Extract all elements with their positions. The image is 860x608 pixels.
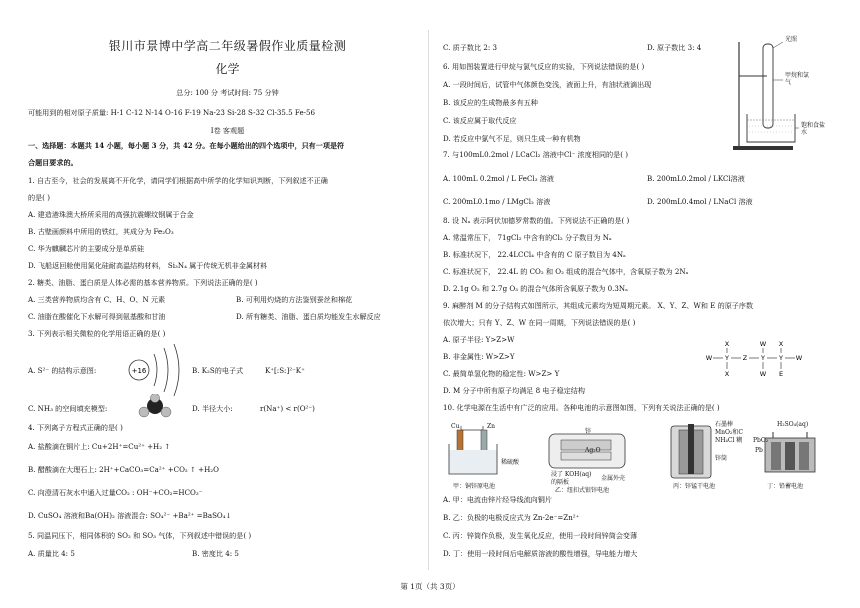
fig-cu-label: Cu bbox=[451, 423, 460, 430]
cu-zn-cell-figure bbox=[449, 426, 497, 474]
q5-stem: 5. 同温同压下，相同体积的 SO₂ 和 SO₃ 气体，下列叙述中错误的是( ) bbox=[28, 531, 252, 540]
nh3-space-filling-model bbox=[138, 394, 172, 418]
q8-option-d: D. 2.1g O₂ 和 2.7g O₃ 的混合气体所含氧原子数为 0.3Nₐ bbox=[443, 284, 628, 293]
fig-pb-h2so4-label: H₂SO₄(aq) bbox=[777, 421, 809, 428]
q6-option-b: B. 该反应的生成物最多有五种 bbox=[443, 98, 538, 107]
q4-option-b: B. 醋酸滴在大理石上: 2H⁺+CaCO₃=Ca²⁺ +CO₂ ↑ +H₂O bbox=[28, 465, 219, 474]
q9-stem: 9. 麻醉剂 M 的分子结构式如图所示，其组成元素均为短周期元素。 X、Y、Z、W和 E 的原子序数 bbox=[443, 301, 754, 310]
fig-graphite-label: 石墨棒 bbox=[715, 421, 734, 428]
svg-text:X: X bbox=[724, 340, 730, 348]
exam-title: 银川市景博中学高二年级暑假作业质量检测 bbox=[108, 39, 347, 53]
q8-stem: 8. 设 Nₐ 表示阿伏加德罗常数的值。下列说法不正确的是( ) bbox=[443, 216, 630, 225]
svg-text:Z: Z bbox=[742, 354, 748, 362]
q6-stem: 6. 用如图装置进行甲烷与氯气反应的实验，下列说法错误的是( ) bbox=[443, 62, 645, 71]
svg-text:Y: Y bbox=[761, 354, 765, 362]
q8-option-b: B. 标准状况下， 22.4LCCl₄ 中含有的 C 原子数目为 4Nₐ bbox=[443, 250, 626, 259]
q4-option-d: D. CuSO₄ 溶液和Ba(OH)₂ 溶液混合: SO₄²⁻ +Ba²⁺ =BaSO₄↓ bbox=[28, 511, 232, 520]
q10-option-d: D. 丁：使用一段时间后电解质溶液的酸性增强，导电能力增大 bbox=[443, 549, 638, 558]
battery-figures bbox=[443, 418, 821, 490]
q1-stem-cont: 的是( ) bbox=[28, 193, 50, 202]
q7-option-a: A. 100mL 0.2mol / L FeCl₃ 溶液 bbox=[443, 174, 554, 183]
svg-text:W: W bbox=[795, 354, 803, 362]
q1-option-c: C. 华为麒麟芯片的主要成分是单质硅 bbox=[28, 244, 145, 253]
exam-meta: 总分: 100 分 考试时间: 75 分钟 bbox=[176, 88, 279, 97]
svg-text:Y: Y bbox=[779, 354, 783, 362]
q7-option-c: C. 200mL0.1mo / LMgCl₂ 溶液 bbox=[443, 197, 551, 206]
part1-heading-cont: 合题目要求的。 bbox=[28, 158, 78, 167]
fig-mno2-label: MnO₂和C bbox=[715, 429, 743, 436]
q3-option-b: B. K₂S的电子式 bbox=[192, 366, 244, 375]
fig-case-label: 金属外壳 bbox=[601, 475, 626, 482]
fig-caption-1: 甲：铜锌原电池 bbox=[453, 483, 496, 490]
q9-option-a: A. 原子半径: Y>Z>W bbox=[443, 335, 515, 344]
fig-nh4cl-label: NH₄Cl 糊 bbox=[715, 437, 743, 444]
q4-stem: 4. 下列离子方程式正确的是( ) bbox=[28, 423, 123, 432]
fig-caption-2: 乙：纽扣式银锌电池 bbox=[555, 487, 610, 494]
q5-option-d: D. 原子数比 3: 4 bbox=[647, 43, 702, 52]
q2-stem: 2. 糖类、油脂、蛋白质是人体必需的基本营养物质。下列说法正确的是( ) bbox=[28, 278, 258, 287]
q10-option-c: C. 丙：锌筒作负极，发生氧化反应，使用一段时间锌筒会变薄 bbox=[443, 531, 638, 540]
molecule-m-structure bbox=[699, 338, 809, 382]
q1-option-a: A. 建造港珠澳大桥所采用的高强抗震螺纹钢属于合金 bbox=[28, 210, 194, 219]
q3-option-c: C. NH₃ 的空间填充模型: bbox=[28, 404, 108, 413]
q6-fig-gas-label: 甲烷和氯气 bbox=[785, 72, 810, 86]
q2-option-b: B. 可利用灼烧的方法鉴别蚕丝和棉花 bbox=[236, 295, 353, 304]
section-title: Ⅰ卷 客观题 bbox=[210, 126, 245, 135]
fig-caption-4: 丁：铅蓄电池 bbox=[767, 483, 804, 490]
page-footer: 第 1页（共 3页） bbox=[400, 582, 460, 591]
q9-option-c: C. 最简单氢化物的稳定性: W>Z> Y bbox=[443, 369, 560, 378]
methane-chlorine-apparatus bbox=[733, 36, 826, 154]
nucleus-label: +16 bbox=[131, 367, 147, 375]
q3-option-b-formula: K⁺[:S:]²⁻K⁺ bbox=[265, 366, 305, 375]
q10-option-b: B. 乙：负极的电极反应式为 Zn-2e⁻=Zn²⁺ bbox=[443, 513, 580, 522]
fig-koh-label: 浸了 KOH(aq) bbox=[551, 471, 592, 478]
svg-text:Y: Y bbox=[725, 354, 729, 362]
svg-text:W: W bbox=[705, 354, 713, 362]
fig-ag2o-label: Ag₂O bbox=[585, 447, 601, 454]
q6-option-c: C. 该反应属于取代反应 bbox=[443, 116, 517, 125]
q9-option-d: D. M 分子中所有原子均满足 8 电子稳定结构 bbox=[443, 386, 585, 395]
q3-option-d: D. 半径大小: bbox=[192, 404, 233, 413]
q8-option-a: A. 常温常压下， 71gCl₂ 中含有的Cl₂ 分子数目为 Nₐ bbox=[443, 233, 612, 242]
fig-h2so4-label: 稀硫酸 bbox=[501, 459, 520, 466]
q2-option-d: D. 所有糖类、油脂、蛋白质均能发生水解反应 bbox=[236, 312, 381, 321]
q7-option-d: D. 200mL0.4mol / LNaCl 溶液 bbox=[647, 197, 753, 206]
q4-option-a: A. 盐酸滴在铜片上: Cu+2H⁺=Cu²⁺ +H₂ ↑ bbox=[28, 442, 171, 451]
q6-option-d: D. 若反应中氯气不足，则只生成一种有机物 bbox=[443, 134, 581, 143]
q8-option-c: C. 标准状况下， 22.4L 的 CO₂ 和 O₂ 组成的混合气体中，含氧原子数为 2Nₐ bbox=[443, 267, 689, 276]
q3-option-a: A. S²⁻ 的结构示意图: bbox=[28, 366, 97, 375]
fig-zinc-label: 锌 bbox=[585, 428, 592, 435]
part1-heading: 一、选择题：本题共 14 小题，每小题 3 分，共 42 分。在每小题给出的四个选项中，只有一项是符 bbox=[28, 141, 345, 150]
q9-option-b: B. 非金属性: W>Z>Y bbox=[443, 352, 515, 361]
atomic-masses: 可能用到的相对原子质量: H-1 C-12 N-14 O-16 F-19 Na-23 Si-28 S-32 Cl-35.5 Fe-56 bbox=[28, 108, 316, 117]
fig-caption-3: 丙：锌锰干电池 bbox=[673, 483, 716, 490]
q6-fig-light-label: 光照 bbox=[785, 36, 798, 43]
q1-option-d: D. 飞船返回舱使用氮化硅耐高温结构材料， Si₃N₄ 属于传统无机非金属材料 bbox=[28, 261, 268, 270]
q10-stem: 10. 化学电源在生活中有广泛的应用。各种电池的示意图如图，下列有关说法正确的是( ) bbox=[443, 403, 720, 412]
q5-option-b: B. 密度比 4: 5 bbox=[192, 549, 239, 558]
svg-text:X: X bbox=[778, 340, 784, 348]
q2-option-a: A. 三类营养物质均含有 C、H、O、N 元素 bbox=[28, 295, 166, 304]
q6-fig-salt-label: 饱和食盐水 bbox=[801, 122, 826, 136]
q2-option-c: C. 油脂在酸催化下水解可得到氨基酸和甘油 bbox=[28, 312, 166, 321]
q7-option-b: B. 200mL0.2mol / LKCl溶液 bbox=[647, 174, 745, 183]
q3-stem: 3. 下列表示相关微粒的化学用语正确的是( ) bbox=[28, 329, 166, 338]
fig-pbo2-label: PbO₂ bbox=[753, 437, 769, 444]
svg-text:W: W bbox=[759, 340, 767, 348]
lead-acid-cell-figure bbox=[765, 432, 815, 472]
fig-zncan-label: 锌筒 bbox=[715, 455, 728, 462]
column-divider bbox=[428, 30, 429, 570]
q10-option-a: A. 甲：电流由锌片经导线流向铜片 bbox=[443, 495, 552, 504]
q1-stem: 1. 自古至今，社会的发展离不开化学，请同学们根据高中所学的化学知识判断，下列叙述不正确 bbox=[28, 176, 328, 185]
q1-option-b: B. 古壁画颜料中所用的铁红，其成分为 Fe₂O₃ bbox=[28, 227, 174, 236]
q5-option-a: A. 质量比 4: 5 bbox=[28, 549, 75, 558]
q4-option-c: C. 向澄清石灰水中通入过量CO₂ : OH⁻+CO₂=HCO₃⁻ bbox=[28, 488, 203, 497]
s2-structure-diagram bbox=[124, 342, 188, 398]
subject-title: 化学 bbox=[215, 62, 240, 76]
fig-zn-label: Zn bbox=[487, 423, 496, 430]
q7-stem: 7. 与100mL0.2mol / LCaCl₂ 溶液中Cl⁻ 浓度相同的是( ) bbox=[443, 150, 629, 159]
q6-option-a: A. 一段时间后，试管中气体颜色变浅，液面上升，有油状液滴出现 bbox=[443, 80, 652, 89]
q9-stem-cont: 依次增大；只有 Y、Z、W 在同一周期，下列说法错误的是( ) bbox=[443, 318, 636, 327]
svg-text:W: W bbox=[759, 370, 767, 378]
q5-option-c: C. 质子数比 2: 3 bbox=[443, 43, 497, 52]
fig-pb-label: Pb bbox=[755, 447, 763, 454]
svg-text:E: E bbox=[778, 370, 784, 378]
fig-separator-label: 的隔板 bbox=[551, 479, 570, 486]
dry-cell-figure bbox=[671, 424, 711, 478]
q3-option-d-formula: r(Na⁺) < r(O²⁻) bbox=[260, 404, 315, 413]
svg-text:X: X bbox=[724, 370, 730, 378]
